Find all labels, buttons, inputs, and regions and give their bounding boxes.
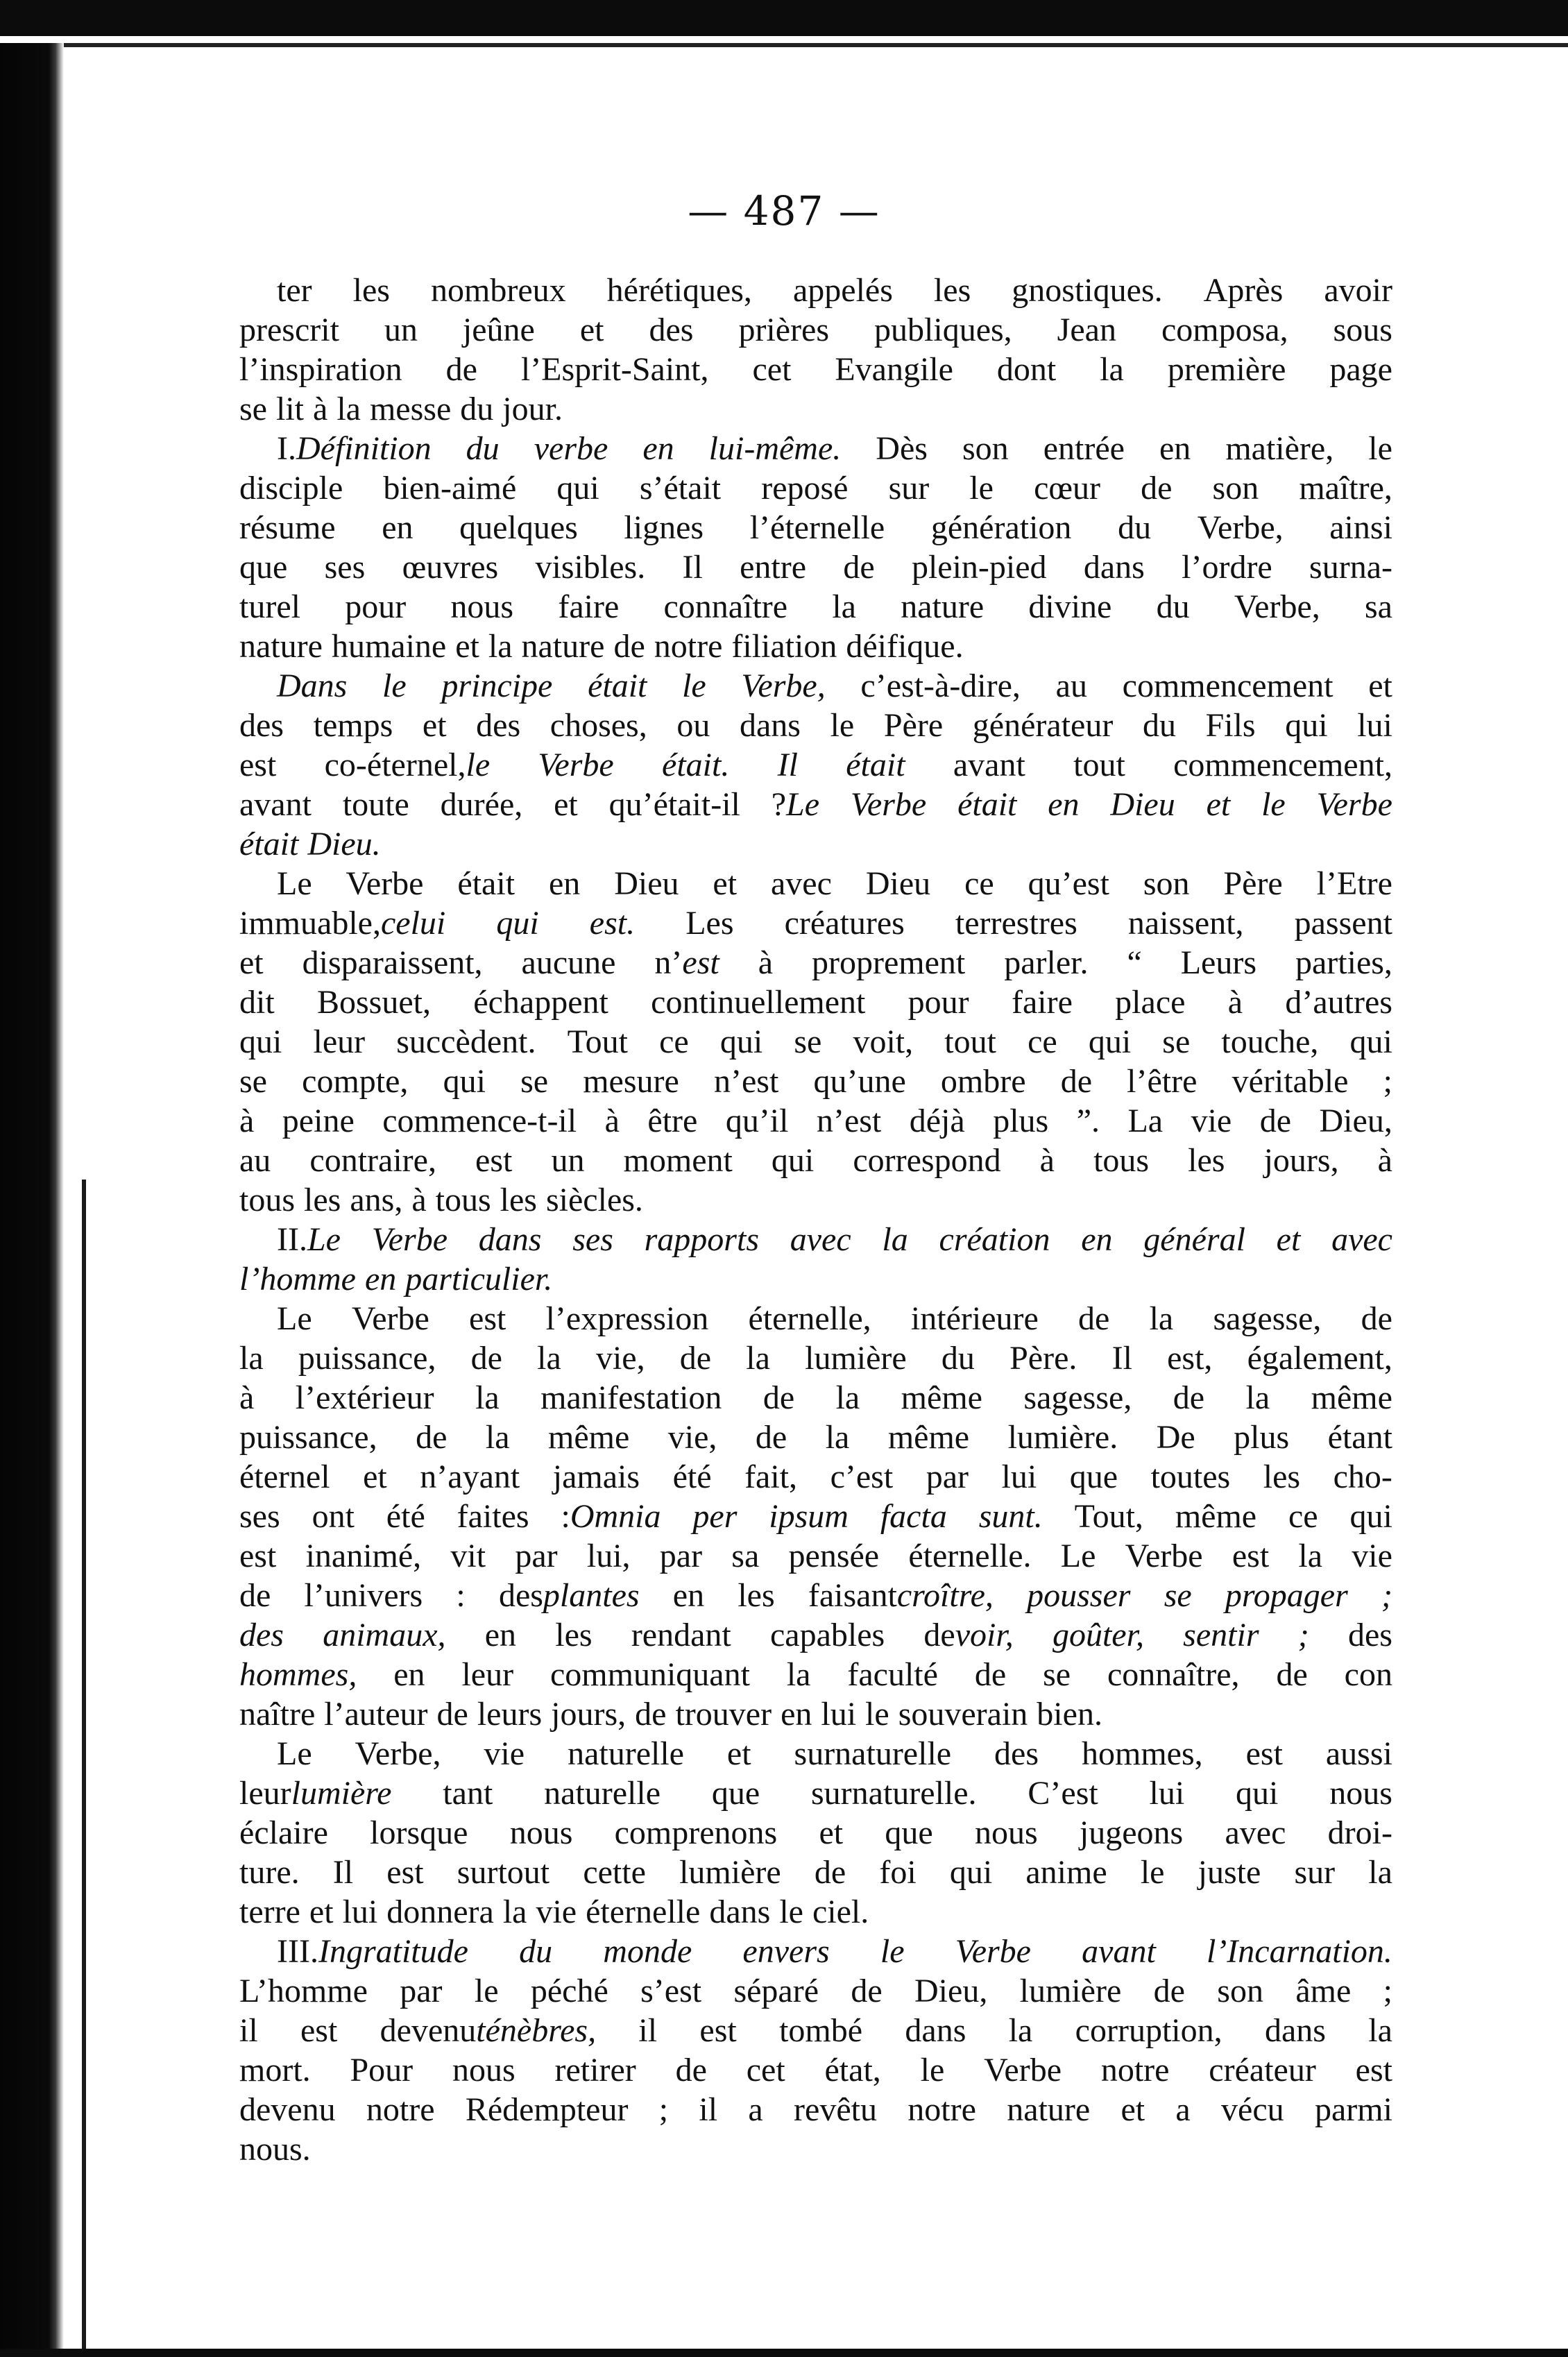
bottom-border — [0, 2349, 1568, 2357]
left-scan-edge — [0, 43, 64, 2357]
text-line: hommes, en leur communiquant la faculté de se connaître, de con — [239, 1656, 1392, 1693]
text-line: que ses œuvres visibles. Il entre de plein-pied dans l’ordre surna- — [239, 549, 1392, 586]
text-line: L’homme par le péché s’est séparé de Dieu, lumière de son âme ; — [239, 1973, 1392, 2009]
text-line: au contraire, est un moment qui correspond à tous les jours, à — [239, 1142, 1392, 1179]
text-line: des animaux, en les rendant capables devoir, goûter, sentir ; des — [239, 1617, 1392, 1653]
text-line: des temps et des choses, ou dans le Père générateur du Fils qui lui — [239, 707, 1392, 744]
text-line: nature humaine et la nature de notre filiation déifique. — [239, 628, 964, 665]
text-line: à peine commence-t-il à être qu’il n’est déjà plus ”. La vie de Dieu, — [239, 1103, 1392, 1139]
text-line: l’homme en particulier. — [239, 1261, 553, 1297]
paragraph — [239, 864, 1392, 1220]
paragraph — [239, 666, 1392, 864]
text-line: tous les ans, à tous les siècles. — [239, 1182, 643, 1218]
text-line: qui leur succèdent. Tout ce qui se voit, tout ce qui se touche, qui — [239, 1023, 1392, 1060]
text-line: III.Ingratitude du monde envers le Verbe avant l’Incarnation. — [277, 1933, 1392, 1970]
text-line: immuable,celui qui est. Les créatures terrestres naissent, passent — [239, 905, 1392, 942]
text-line: II.Le Verbe dans ses rapports avec la création en général et avec — [277, 1221, 1392, 1258]
page-number: — 487 — — [688, 187, 880, 235]
text-line: nous. — [239, 2131, 311, 2168]
text-line: dit Bossuet, échappent continuellement pour faire place à d’autres — [239, 984, 1392, 1021]
left-margin-line — [82, 1180, 86, 2357]
page-body — [239, 271, 1392, 2169]
text-line: puissance, de la même vie, de la même lumière. De plus étant — [239, 1419, 1392, 1456]
paragraph — [239, 429, 1392, 666]
text-line: la puissance, de la vie, de la lumière du Père. Il est, également, — [239, 1340, 1392, 1377]
text-line: terre et lui donnera la vie éternelle dans le ciel. — [239, 1894, 869, 1930]
text-line: naître l’auteur de leurs jours, de trouver en lui le souverain bien. — [239, 1696, 1102, 1733]
text-line: Le Verbe était en Dieu et avec Dieu ce qu’est son Père l’Etre — [277, 865, 1392, 902]
text-line: à l’extérieur la manifestation de la même sagesse, de la même — [239, 1379, 1392, 1416]
paragraph — [239, 1932, 1392, 2169]
text-line: avant toute durée, et qu’était-il ?Le Verbe était en Dieu et le Verbe — [239, 786, 1392, 823]
text-line: Dans le principe était le Verbe, c’est-à-dire, au commencement et — [277, 667, 1392, 704]
text-line: résume en quelques lignes l’éternelle génération du Verbe, ainsi — [239, 509, 1392, 546]
text-line: de l’univers : desplantes en les faisantcroître, pousser se propager ; — [239, 1577, 1392, 1614]
text-line: prescrit un jeûne et des prières publiques, Jean composa, sous — [239, 312, 1392, 348]
text-line: se compte, qui se mesure n’est qu’une ombre de l’être véritable ; — [239, 1063, 1392, 1100]
text-line: devenu notre Rédempteur ; il a revêtu notre nature et a vécu parmi — [239, 2091, 1392, 2128]
paragraph — [239, 271, 1392, 429]
text-line: ses ont été faites :Omnia per ipsum facta sunt. Tout, même ce qui — [239, 1498, 1392, 1535]
text-line: est inanimé, vit par lui, par sa pensée éternelle. Le Verbe est la vie — [239, 1538, 1392, 1574]
text-line: Le Verbe est l’expression éternelle, intérieure de la sagesse, de — [277, 1300, 1392, 1337]
text-line: il est devenuténèbres, il est tombé dans la corruption, dans la — [239, 2012, 1392, 2049]
text-line: l’inspiration de l’Esprit-Saint, cet Evangile dont la première page — [239, 351, 1392, 388]
text-line: disciple bien-aimé qui s’était reposé sur le cœur de son maître, — [239, 470, 1392, 507]
top-thin-rule — [0, 43, 1568, 47]
top-border-gap — [0, 36, 1568, 43]
text-line: turel pour nous faire connaître la nature divine du Verbe, sa — [239, 588, 1392, 625]
paragraph — [239, 1299, 1392, 1734]
text-line: ture. Il est surtout cette lumière de foi qui anime le juste sur la — [239, 1854, 1392, 1891]
text-line: éclaire lorsque nous comprenons et que nous jugeons avec droi- — [239, 1814, 1392, 1851]
text-line: leurlumière tant naturelle que surnaturelle. C’est lui qui nous — [239, 1775, 1392, 1812]
text-line: se lit à la messe du jour. — [239, 391, 563, 427]
text-line: I.Définition du verbe en lui-même. Dès son entrée en matière, le — [277, 430, 1392, 467]
text-line: était Dieu. — [239, 826, 381, 862]
paragraph — [239, 1220, 1392, 1299]
text-line: Le Verbe, vie naturelle et surnaturelle des hommes, est aussi — [277, 1735, 1392, 1772]
text-line: mort. Pour nous retirer de cet état, le Verbe notre créateur est — [239, 2052, 1392, 2088]
text-line: et disparaissent, aucune n’est à proprement parler. “ Leurs parties, — [239, 944, 1392, 981]
text-line: ter les nombreux hérétiques, appelés les gnostiques. Après avoir — [277, 272, 1392, 309]
paragraph — [239, 1734, 1392, 1932]
text-line: est co-éternel,le Verbe était. Il était avant tout commencement, — [239, 747, 1392, 783]
text-line: éternel et n’ayant jamais été fait, c’est par lui que toutes les cho- — [239, 1458, 1392, 1495]
